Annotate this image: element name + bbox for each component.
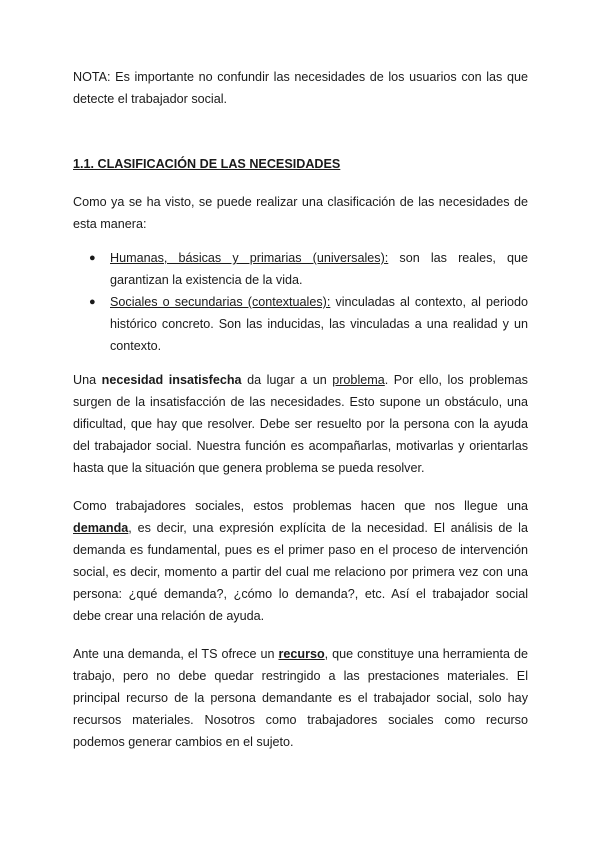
- text-run: , es decir, una expresión explícita de la necesidad. El análisis de la demanda es fundamental, pues es el primer paso en el proceso de intervención social, es decir, momento a partir del cual me relaciono por primera vez con una persona: ¿qué demanda?, ¿cómo lo demanda?, etc. Así el trabajador social debe crear una relación de ayuda.: [73, 521, 528, 623]
- list-item-term: Humanas, básicas y primarias (universales):: [110, 251, 389, 265]
- list-item: [73, 291, 528, 357]
- list-item-text: son las reales, que garantizan la existencia de la vida.: [110, 251, 529, 287]
- unmet-need-term: necesidad insatisfecha: [101, 373, 242, 387]
- text-run: Una: [73, 373, 102, 387]
- resource-paragraph: [73, 643, 528, 753]
- list-item-text: vinculadas al contexto, al periodo histórico concreto. Son las inducidas, las vinculadas a una realidad y un contexto.: [110, 295, 528, 353]
- text-run: Como trabajadores sociales, estos problemas hacen que nos llegue una: [73, 499, 528, 513]
- bullet-icon: ●: [89, 296, 96, 308]
- list-item-term: Sociales o secundarias (contextuales):: [110, 295, 331, 309]
- text-run: Ante una demanda, el TS ofrece un: [73, 647, 279, 661]
- bullet-icon: ●: [89, 252, 96, 264]
- section-heading: 1.1. CLASIFICACIÓN DE LAS NECESIDADES: [73, 157, 341, 171]
- needs-list: [73, 247, 528, 357]
- section-intro: Como ya se ha visto, se puede realizar una clasificación de las necesidades de esta manera:: [73, 195, 528, 231]
- note-paragraph: NOTA: Es importante no confundir las necesidades de los usuarios con las que detecte el trabajador social.: [73, 70, 528, 106]
- text-run: . Por ello, los problemas surgen de la insatisfacción de las necesidades. Esto supone un obstáculo, una dificultad, que hay que resolver. Debe ser resuelto por la persona con la ayuda del trabajador social. Nuestra función es acompañarlas, motivarlas y orientarlas hasta que la situación que genera problema se pueda resolver.: [73, 373, 528, 475]
- text-run: da lugar a un: [241, 373, 333, 387]
- resource-term: recurso: [278, 647, 325, 661]
- demand-term: demanda: [73, 521, 129, 535]
- document-page: [73, 66, 528, 769]
- problem-term: problema: [332, 373, 385, 387]
- list-item: [73, 247, 528, 291]
- demand-paragraph: [73, 495, 528, 627]
- text-run: , que constituye una herramienta de trabajo, pero no debe quedar restringido a las prestaciones materiales. El principal recurso de la persona demandante es el trabajador social, solo hay recursos materiales. Nosotros como trabajadores sociales como recurso podemos generar cambios en el sujeto.: [73, 647, 528, 749]
- problem-paragraph: [73, 369, 528, 479]
